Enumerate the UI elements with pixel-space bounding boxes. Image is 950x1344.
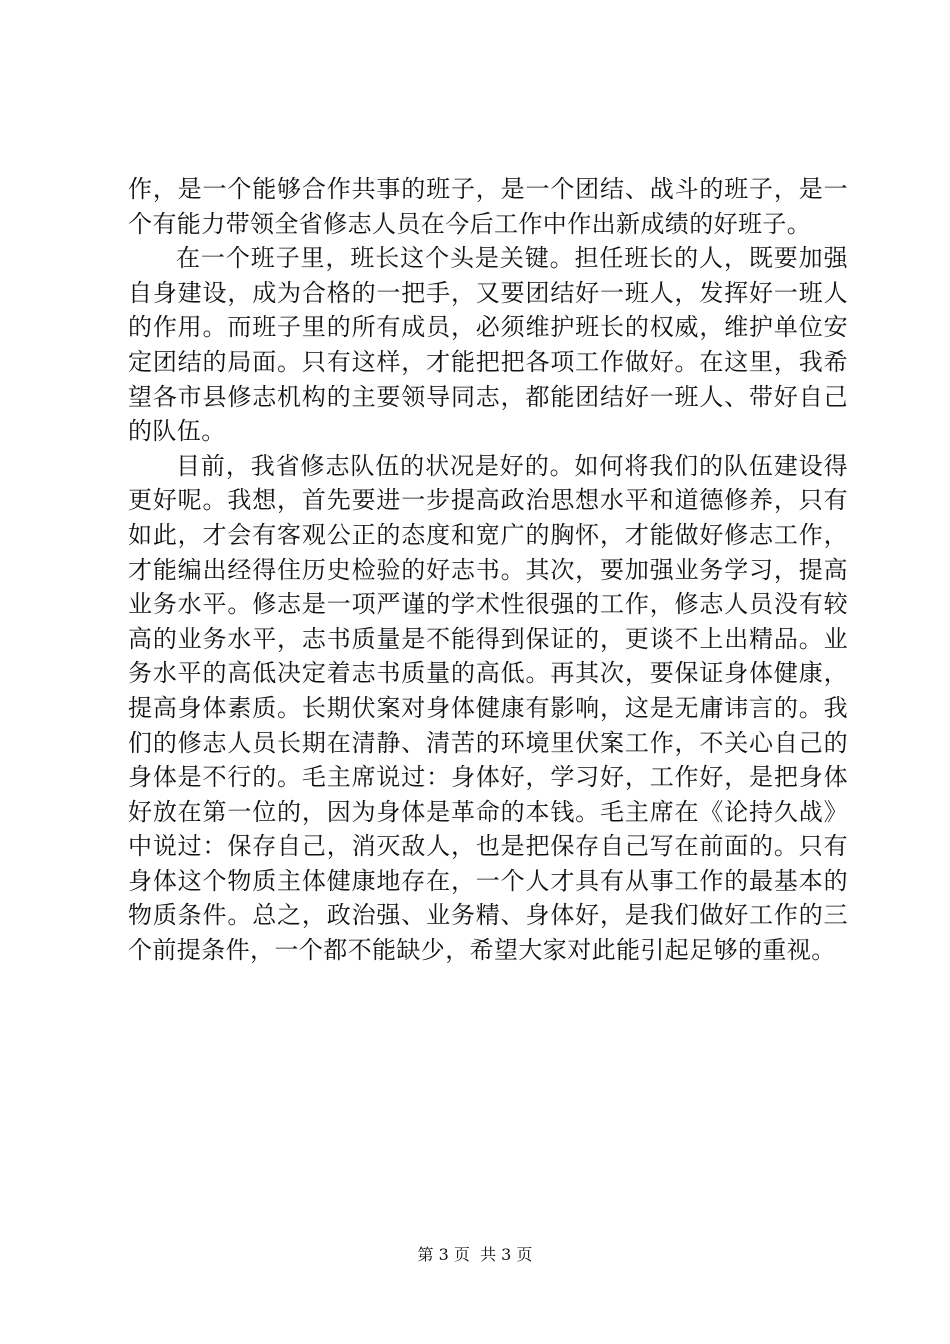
page-footer: 第 3 页 共 3 页 <box>417 1245 533 1264</box>
paragraph-team-leader: 在一个班子里，班长这个头是关键。担任班长的人，既要加强自身建设，成为合格的一把手，又要团结好一班人，发挥好一班人的作用。而班子里的所有成员，必须维护班长的权威，维护单位安定团结的局面。只有这样，才能把把各项工作做好。在这里，我希望各市县修志机构的主要领导同志，都能团结好一班人、带好自己的队伍。 <box>128 244 848 446</box>
document-body <box>128 172 848 968</box>
paragraph-team-building: 目前，我省修志队伍的状况是好的。如何将我们的队伍建设得更好呢。我想，首先要进一步提高政治思想水平和道德修养，只有如此，才会有客观公正的态度和宽广的胸怀，才能做好修志工作，才能编出经得住历史检验的好志书。其次，要加强业务学习，提高业务水平。修志是一项严谨的学术性很强的工作，修志人员没有较高的业务水平，志书质量是不能得到保证的，更谈不上出精品。业务水平的高低决定着志书质量的高低。再其次，要保证身体健康，提高身体素质。长期伏案对身体健康有影响，这是无庸讳言的。我们的修志人员长期在清静、清苦的环境里伏案工作，不关心自己的身体是不行的。毛主席说过：身体好，学习好，工作好，是把身体好放在第一位的，因为身体是革命的本钱。毛主席在《论持久战》中说过：保存自己，消灭敌人，也是把保存自己写在前面的。只有身体这个物质主体健康地存在，一个人才具有从事工作的最基本的物质条件。总之，政治强、业务精、身体好，是我们做好工作的三个前提条件，一个都不能缺少，希望大家对此能引起足够的重视。 <box>128 451 848 965</box>
paragraph-continuation: 作，是一个能够合作共事的班子，是一个团结、战斗的班子，是一个有能力带领全省修志人员在今后工作中作出新成绩的好班子。 <box>128 175 848 238</box>
